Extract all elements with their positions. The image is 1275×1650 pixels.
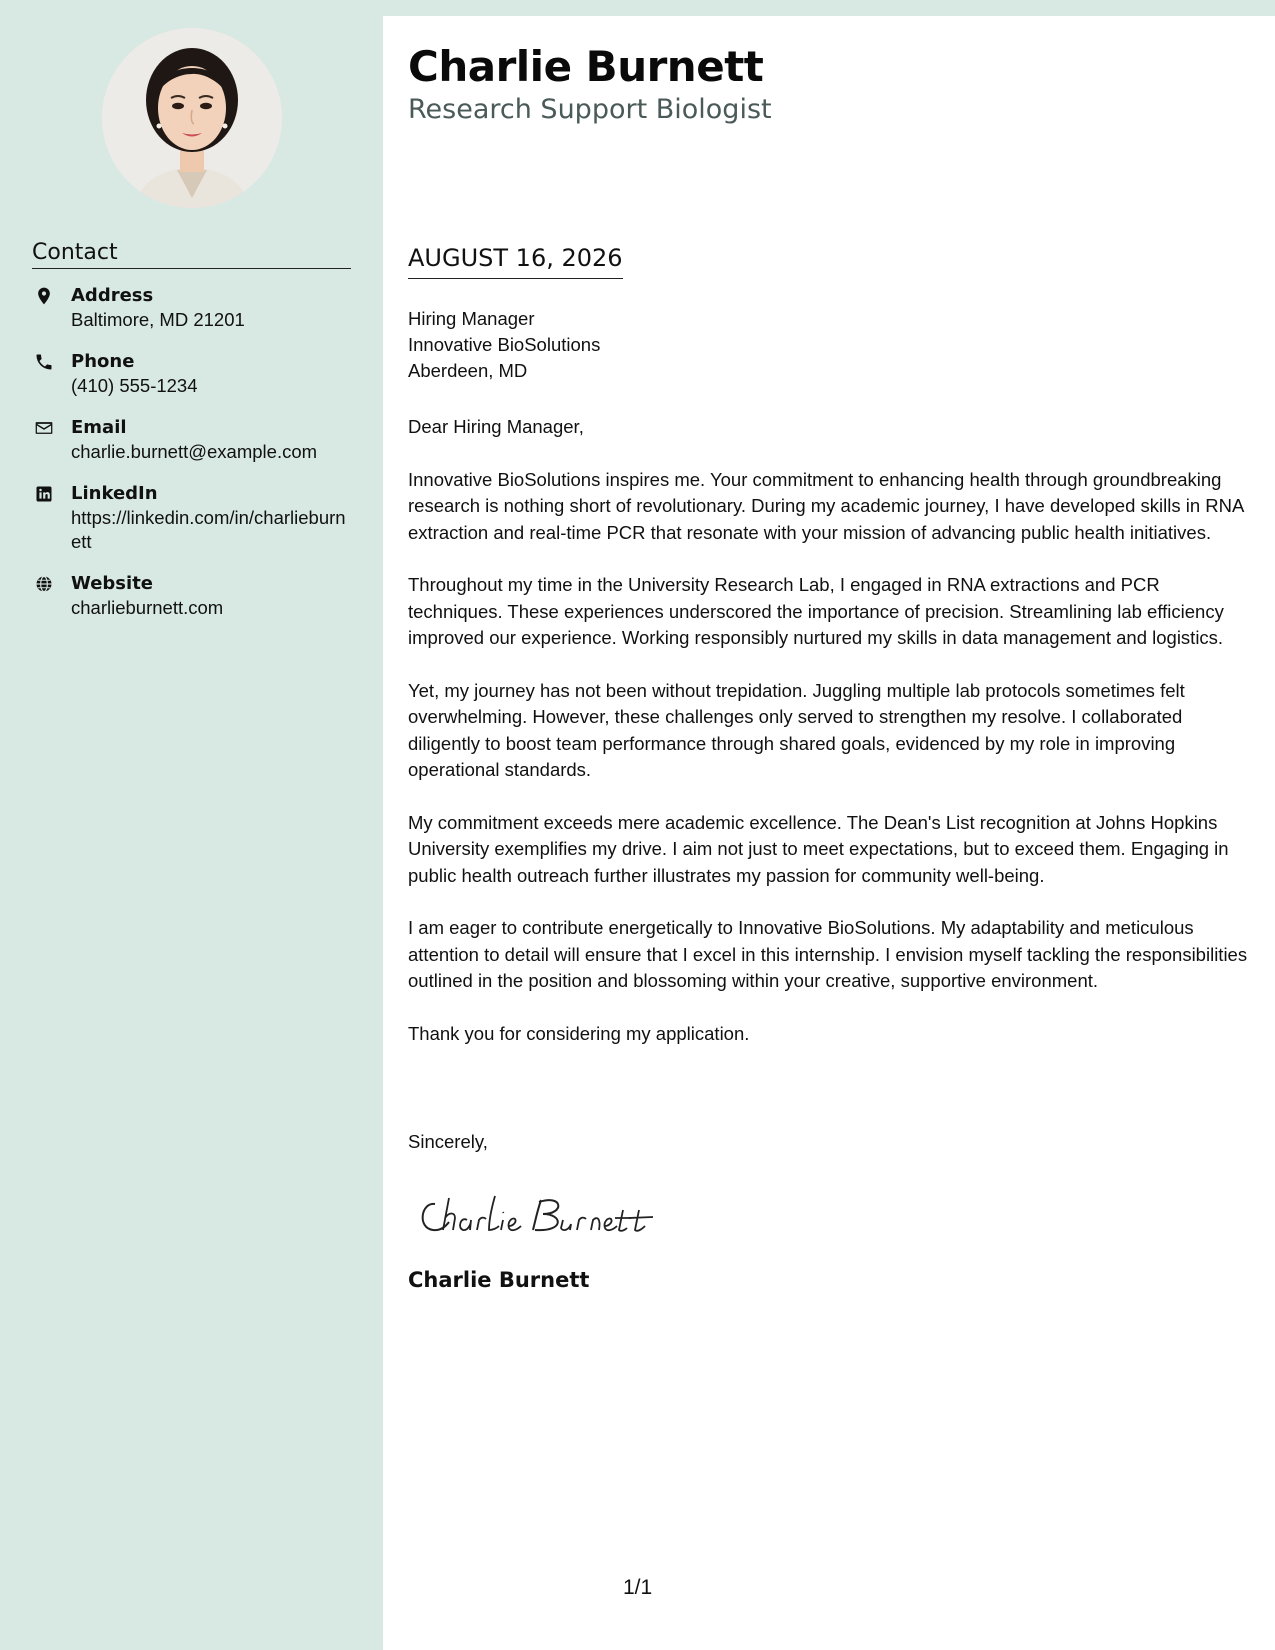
contact-item-linkedin — [32, 482, 352, 554]
contact-label: Phone — [71, 351, 135, 372]
location-pin-icon — [34, 286, 54, 306]
avatar-portrait — [102, 28, 282, 208]
signer-name: Charlie Burnett — [408, 1268, 590, 1292]
contact-list — [32, 284, 352, 638]
paragraph: My commitment exceeds mere academic excellence. The Dean's List recognition at Johns Hopkins University exemplifies my drive. I aim not just to meet expectations, but to exceed them. Engaging in public health outreach further illustrates my passion for community well-being. — [408, 811, 1229, 886]
recipient-line: Hiring Manager — [408, 308, 535, 329]
envelope-icon — [34, 418, 54, 438]
letter-body — [408, 414, 1253, 1073]
address-value: Baltimore, MD 21201 — [71, 309, 245, 330]
job-title: Research Support Biologist — [408, 94, 772, 125]
linkedin-value[interactable]: https://linkedin.com/in/charlieburnett — [71, 507, 346, 552]
salutation: Dear Hiring Manager, — [408, 416, 584, 437]
linkedin-icon — [34, 484, 54, 504]
page-number: 1/1 — [623, 1576, 653, 1599]
letter-date: AUGUST 16, 2026 — [408, 244, 623, 279]
paragraph: Throughout my time in the University Research Lab, I engaged in RNA extractions and PCR techniques. These experiences underscored the importance of precision. Streamlining lab efficiency improved our experience. Working responsibly nurtured my skills in data management and logistics. — [408, 574, 1224, 648]
contact-label: LinkedIn — [71, 483, 158, 504]
paragraph: Thank you for considering my application. — [408, 1022, 750, 1044]
contact-item-phone — [32, 350, 352, 398]
phone-value: (410) 555-1234 — [71, 375, 198, 396]
recipient-block — [408, 306, 600, 384]
contact-item-website — [32, 572, 352, 620]
contact-item-address — [32, 284, 352, 332]
avatar — [102, 28, 282, 208]
paragraph: Yet, my journey has not been without trepidation. Juggling multiple lab protocols sometimes felt overwhelming. However, these challenges only served to strengthen my resolve. I collaborated diligently to boost team performance through shared goals, evidenced by my role in improving operational standards. — [408, 679, 1185, 780]
contact-label: Website — [71, 573, 154, 594]
contact-label: Email — [71, 417, 127, 438]
closing: Sincerely, — [408, 1131, 488, 1152]
paragraph: I am eager to contribute energetically to Innovative BioSolutions. My adaptability and meticulous attention to detail will ensure that I excel in this internship. I envision myself tackling the responsibilities outlined in the position and blossoming within your creative, supportive environment. — [408, 917, 1248, 991]
contact-item-email — [32, 416, 352, 464]
signature-image — [413, 1184, 673, 1244]
website-value[interactable]: charlieburnett.com — [71, 597, 224, 618]
letter-main — [383, 16, 1275, 1650]
recipient-line: Innovative BioSolutions — [408, 334, 601, 355]
sidebar — [0, 0, 383, 1650]
contact-heading: Contact — [32, 240, 351, 269]
applicant-name: Charlie Burnett — [408, 42, 764, 91]
recipient-line: Aberdeen, MD — [408, 360, 528, 381]
phone-icon — [34, 352, 54, 372]
contact-label: Address — [71, 285, 154, 306]
paragraph: Innovative BioSolutions inspires me. Your commitment to enhancing health through groundbreaking research is nothing short of revolutionary. During my academic journey, I have developed skills in RNA extraction and real-time PCR that resonate with your mission of advancing public health initiatives. — [408, 468, 1244, 543]
globe-icon — [34, 574, 54, 594]
email-value: charlie.burnett@example.com — [71, 441, 318, 462]
